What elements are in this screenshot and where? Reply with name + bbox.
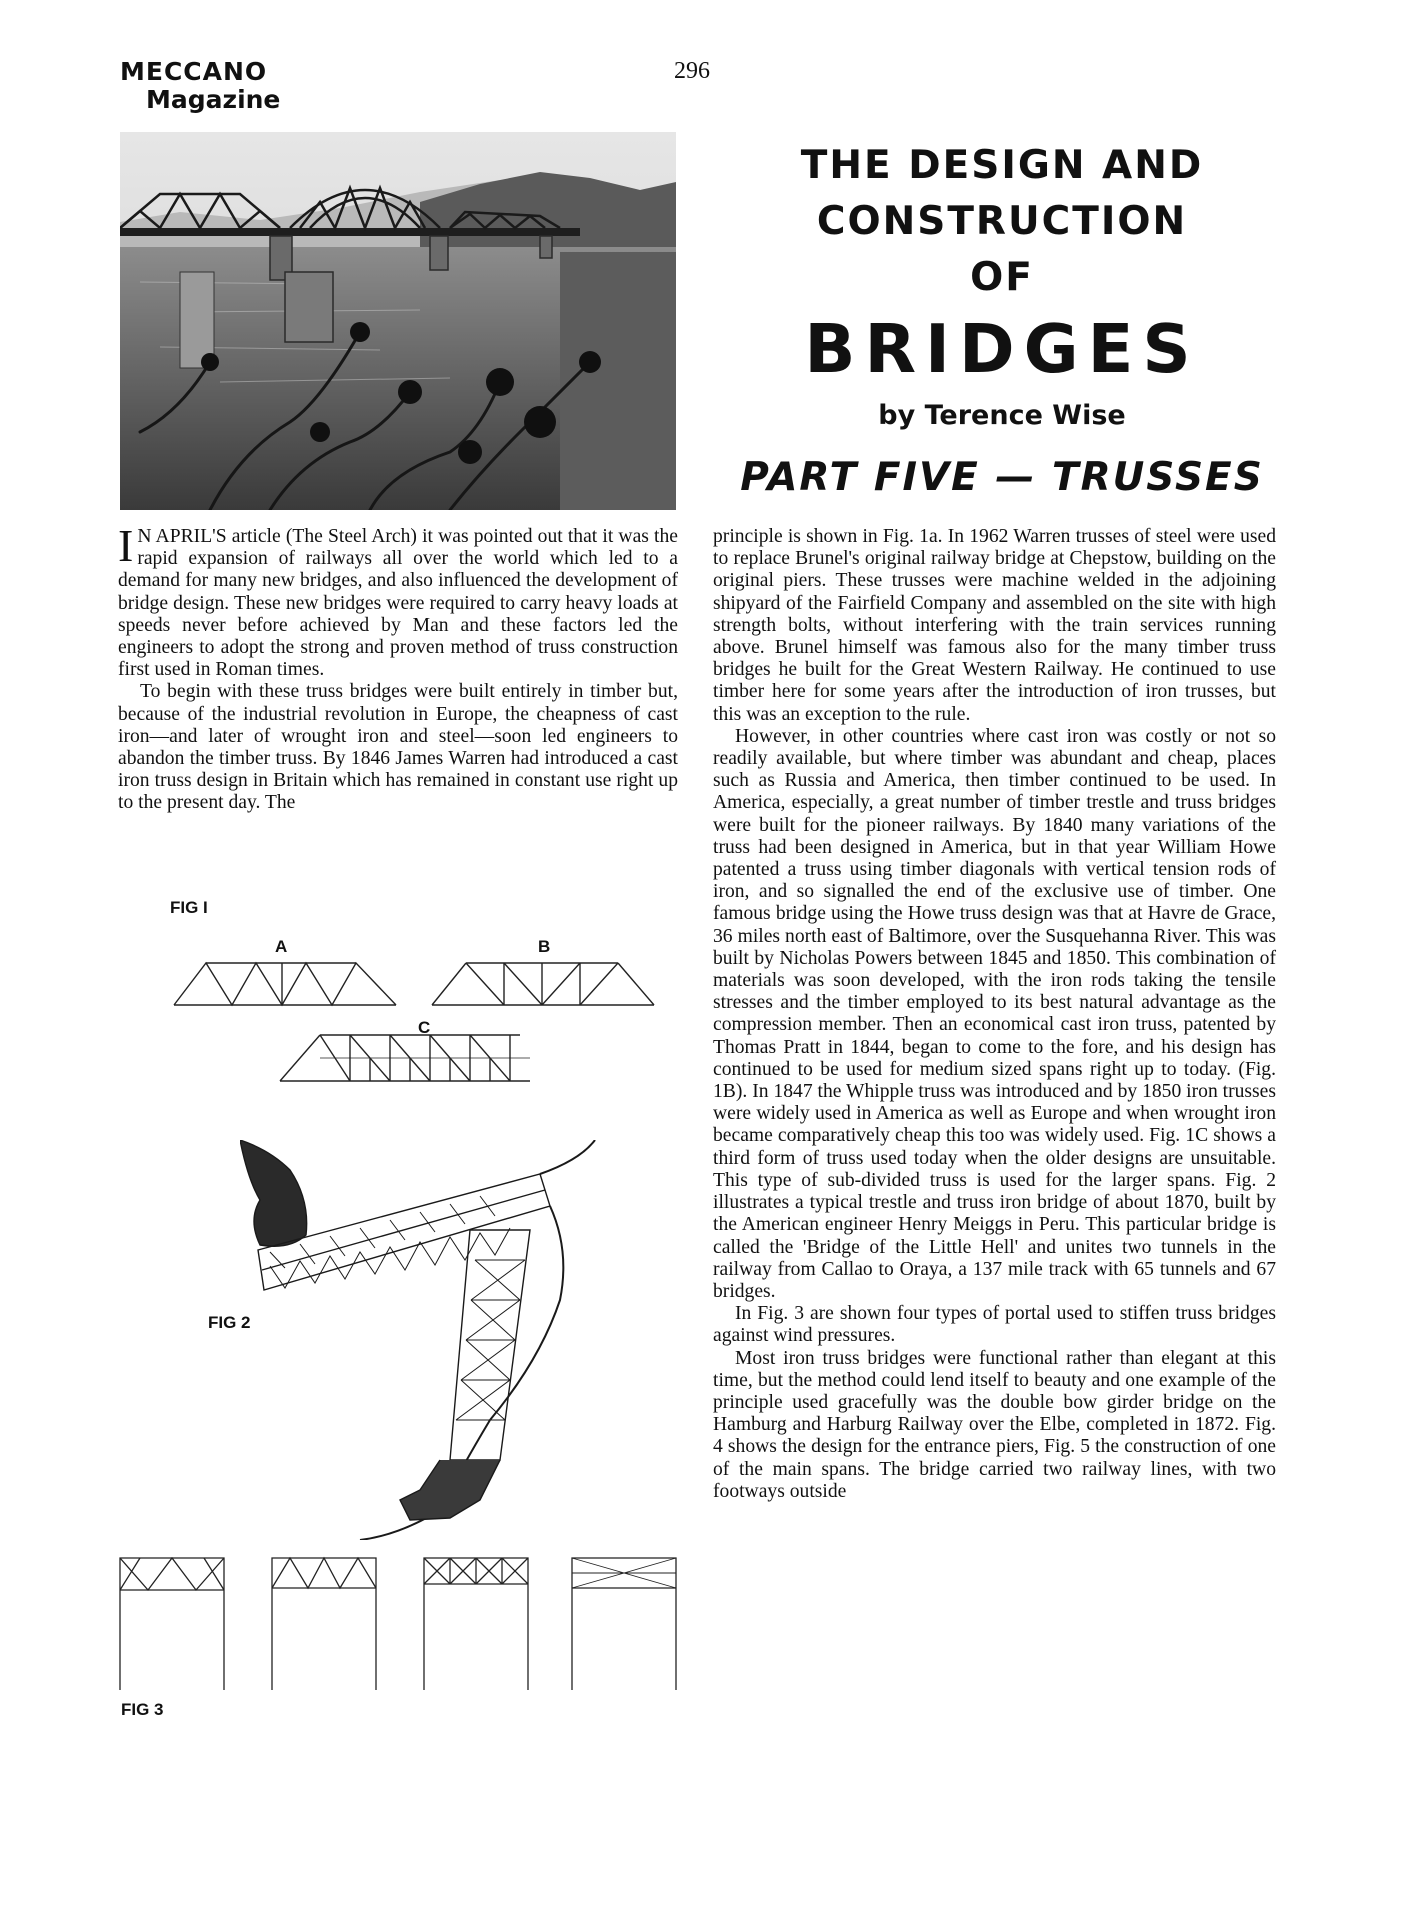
fig2-label: FIG 2 [208,1313,251,1332]
masthead-title: MECCANO [120,57,268,86]
pratt-truss [432,963,654,1005]
paragraph: principle is shown in Fig. 1a. In 1962 Warren trusses of steel were used to replace Brunel's original railway bridge at Chepstow, building on the original piers. These trusses were machine welded in the adjoining shipyard of the Fairfield Company and assembled on the site with high strength bolts, without interfering with the train services running above. Brunel himself was famous also for the many timber truss bridges he built for the Great Western Railway. He continued to use timber here for some years after the introduction of iron trusses, but this was an exception to the rule. [713,526,1276,725]
portal-3 [424,1558,528,1690]
part-heading: PART FIVE — TRUSSES [740,455,1264,500]
paragraph: However, in other countries where cast iron was costly or not so readily available, but where timber was abundant and cheap, places such as Russia and America, then timber continued to be used. In America, especially, a great number of timber trestle and truss bridges were built for the pioneer railways. By 1840 many variations of the truss had been designed in America, but in that year William Howe patented a truss using timber diagonals with vertical tension rods of iron, and so signalled the end of the exclusive use of timber. One famous bridge using the Howe truss design was that at Havre de Grace, 36 miles north east of Baltimore, over the Susquehanna River. This was built by Nicholas Powers between 1845 and 1850. This combination of materials was soon developed, with the iron rods taking the tensile stresses and the timber employed to its best natural advantage as the compression member. Then an economical cast iron truss, patented by Thomas Pratt in 1844, began to come to the fore, and his design has continued to be used for medium sized spans right up to today. (Fig. 1B). In 1847 the Whipple truss was introduced and by 1850 iron trusses were widely used in America as well as Europe and when wrought iron became comparatively cheap this too was widely used. Fig. 1C shows a third form of truss used today when the older designs are unsuitable. This type of sub-divided truss is used for the larger spans. Fig. 2 illustrates a typical trestle and truss iron bridge of about 1870, built by the American engineer Henry Meiggs in Peru. This particular bridge is called the 'Bridge of the Little Hell' and unites two tunnels in the railway from Callao to Oraya, a 137 mile track with 65 tunnels and 67 bridges. [713,725,1276,1302]
warren-truss [174,963,396,1005]
bridge-photograph [120,132,676,510]
portal-4 [572,1558,676,1690]
paragraph: Most iron truss bridges were functional rather than elegant at this time, but the method could lend itself to beauty and one example of the principle used gracefully was the double bow girder bridge on the Hamburg and Harburg Railway over the Elbe, completed in 1872. Fig. 4 shows the design for the entrance piers, Fig. 5 the construction of one of the main spans. The bridge carried two railway lines, with two footways outside [713,1347,1276,1502]
title-main: BRIDGES [804,310,1200,388]
fig1-truss-diagrams [170,955,670,1085]
article-column-2 [713,526,1276,1503]
paragraph [118,520,678,681]
fig1-label: FIG I [170,898,208,917]
fig1-b-label: B [538,937,551,956]
masthead-subtitle: Magazine [146,85,281,114]
page-number: 296 [674,58,710,84]
paragraph-text: N APRIL'S article (The Steel Arch) it was pointed out that it was the rapid expansion of railways all over the world which led to a demand for many new bridges, and also influenced the development of bridge design. These new bridges were required to carry heavy loads at speeds never before achieved by Man and these factors led the engineers to adopt the strong and proven method of truss construction first used in Roman times. [118,526,678,681]
portal-2 [272,1558,376,1690]
portal-1 [120,1558,224,1690]
fig1-c-label: C [418,1018,431,1037]
subdivided-truss [280,1035,530,1081]
fig3-portal-diagrams [118,1550,678,1690]
drop-cap: I [118,520,134,571]
article-title-block [722,138,1282,502]
title-line-3: OF [970,255,1034,300]
title-line-2: CONSTRUCTION [816,199,1188,244]
fig2-trestle-bridge-drawing [240,1140,600,1540]
masthead [120,58,280,114]
paragraph: To begin with these truss bridges were built entirely in timber but, because of the industrial revolution in Europe, the cheapness of cast iron—and later of wrought iron and steel—soon led engineers to abandon the timber truss. By 1846 James Warren had introduced a cast iron truss design in Britain which has remained in constant use right up to the present day. The [118,681,678,814]
byline: by Terence Wise [878,400,1126,431]
fig1-a-label: A [275,937,288,956]
fig3-label: FIG 3 [121,1700,164,1719]
title-line-1: THE DESIGN AND [800,143,1204,188]
article-column-1 [118,520,678,815]
paragraph: In Fig. 3 are shown four types of portal used to stiffen truss bridges against wind pressures. [713,1303,1276,1347]
